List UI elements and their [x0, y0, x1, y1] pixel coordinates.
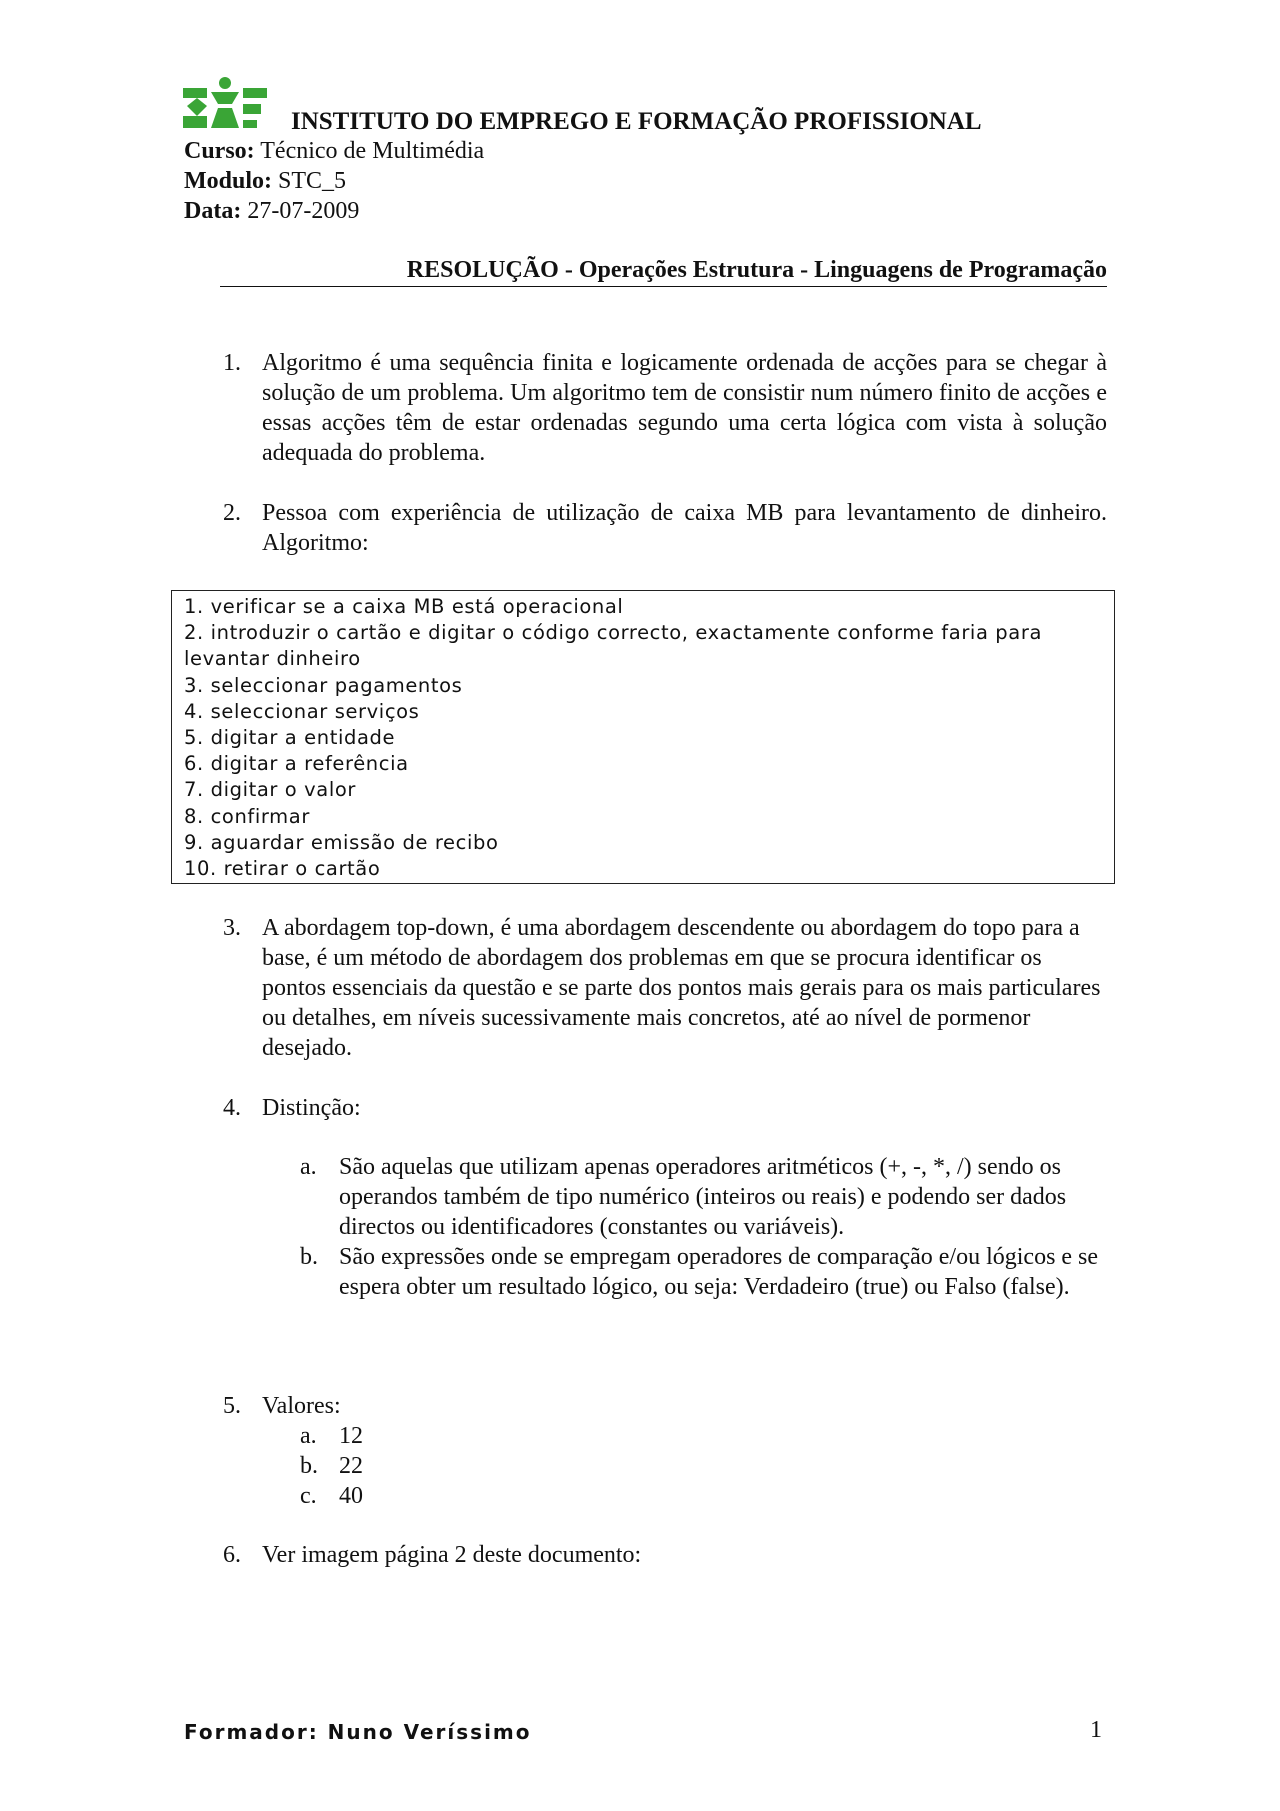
question-5-item-c: [300, 1481, 1107, 1511]
item-letter: a.: [300, 1423, 317, 1449]
meta-date: [184, 198, 359, 225]
algorithm-step: 8. confirmar: [184, 804, 310, 828]
algorithm-step: 5. digitar a entidade: [184, 726, 396, 750]
question-4-item-a: [300, 1152, 1107, 1242]
logo-diamond-left: [187, 98, 207, 116]
question-4: [223, 1093, 1107, 1123]
meta-date-value: 27-07-2009: [247, 198, 360, 224]
algorithm-step: 10. retirar o cartão: [184, 857, 381, 881]
algorithm-step: levantar dinheiro: [184, 647, 361, 671]
algorithm-step: 9. aguardar emissão de recibo: [184, 830, 499, 854]
logo-funnel-top: [211, 92, 239, 104]
question-5: [223, 1391, 1107, 1421]
question-text: A abordagem top-down, é uma abordagem descendente ou abordagem do topo para a base, é um método de abordagem dos problemas em que se procura identificar os pontos essenciais da questão e se parte dos pontos mais gerais para os mais particulares ou detalhes, em níveis sucessivamente mais concretos, até ao nível de pormenor desejado.: [262, 915, 1101, 1061]
question-number: 1.: [223, 350, 241, 376]
algorithm-step: 7. digitar o valor: [184, 778, 356, 802]
iefp-logo: [183, 76, 267, 132]
question-number: 4.: [223, 1095, 241, 1121]
question-1: [223, 348, 1107, 468]
meta-module-label: Modulo:: [184, 168, 273, 194]
meta-course-value: Técnico de Multimédia: [260, 138, 485, 164]
document-title: RESOLUÇÃO - Operações Estrutura - Linguagens de Programação: [220, 257, 1107, 287]
algorithm-step: 1. verificar se a caixa MB está operacional: [184, 595, 624, 618]
item-letter: a.: [300, 1154, 317, 1180]
logo-bar-bottom-left: [183, 116, 207, 128]
algorithm-box: [171, 590, 1115, 884]
question-5-item-a: [300, 1421, 1107, 1451]
question-number: 6.: [223, 1542, 241, 1568]
item-letter: b.: [300, 1244, 318, 1270]
question-3: [223, 913, 1107, 1063]
item-letter: b.: [300, 1453, 318, 1479]
algorithm-step: 4. seleccionar serviços: [184, 699, 420, 723]
logo-bar-top-left: [183, 88, 207, 98]
item-text: 22: [339, 1453, 363, 1479]
logo-bar-top-right: [243, 88, 267, 98]
meta-module: [184, 168, 346, 195]
question-6: [223, 1540, 1107, 1570]
logo-bar-mid-right: [243, 104, 261, 114]
item-text: São expressões onde se empregam operadores de comparação e/ou lógicos e se espera obter um resultado lógico, ou seja: Verdadeiro (true) ou Falso (false).: [339, 1244, 1099, 1300]
question-number: 2.: [223, 500, 241, 526]
algorithm-step: 3. seleccionar pagamentos: [184, 673, 463, 697]
meta-date-label: Data:: [184, 198, 242, 224]
meta-module-value: STC_5: [278, 168, 347, 194]
question-5-item-b: [300, 1451, 1107, 1481]
algorithm-step: 6. digitar a referência: [184, 752, 409, 776]
item-text: 12: [339, 1423, 363, 1449]
question-number: 3.: [223, 915, 241, 941]
question-text: Valores:: [262, 1393, 341, 1419]
question-text: Pessoa com experiência de utilização de caixa MB para levantamento de dinheiro. Algoritmo:: [262, 500, 1107, 556]
footer-trainer: Formador: Nuno Veríssimo: [184, 1720, 532, 1744]
logo-dot: [219, 77, 231, 89]
item-letter: c.: [300, 1483, 317, 1509]
algorithm-step: 2. introduzir o cartão e digitar o código correcto, exactamente conforme faria para: [184, 621, 1042, 645]
meta-course-label: Curso:: [184, 138, 255, 164]
item-text: 40: [339, 1483, 363, 1509]
meta-course: [184, 138, 484, 165]
logo-bar-bottom-right: [243, 120, 257, 128]
question-number: 5.: [223, 1393, 241, 1419]
question-text: Algoritmo é uma sequência finita e logicamente ordenada de acções para se chegar à solução de um problema. Um algoritmo tem de consistir num número finito de acções e essas acções têm de estar ordenadas segundo uma certa lógica com vista à solução adequada do problema.: [262, 350, 1107, 466]
question-4-item-b: [300, 1242, 1107, 1302]
logo-funnel-bottom: [211, 108, 239, 128]
question-2: [223, 498, 1107, 558]
question-text: Distinção:: [262, 1095, 361, 1121]
question-text: Ver imagem página 2 deste documento:: [262, 1542, 642, 1568]
item-text: São aquelas que utilizam apenas operadores aritméticos (+, -, *, /) sendo os operandos também de tipo numérico (inteiros ou reais) e podendo ser dados directos ou identificadores (constantes ou variáveis).: [339, 1154, 1067, 1240]
page-number: 1: [1090, 1717, 1102, 1743]
org-title: INSTITUTO DO EMPREGO E FORMAÇÃO PROFISSIONAL: [291, 108, 982, 135]
